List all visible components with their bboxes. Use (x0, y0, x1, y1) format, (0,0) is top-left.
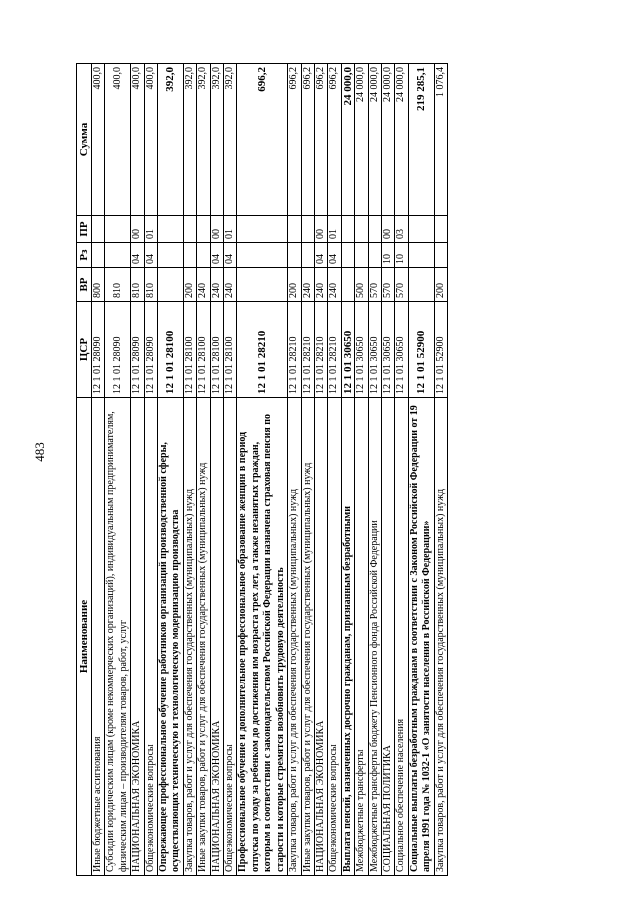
cell-name: Социальные выплаты безработным гражданам в соответствии с Законом Российской Федерации от 19 апреля 1991 года № 1032-1 «О занятости населения в Российской Федерации» (408, 398, 434, 876)
cell-vr: 500 (355, 268, 368, 302)
cell-vr: 800 (92, 268, 105, 302)
cell-name: Общеэкономические вопросы (144, 398, 157, 876)
cell-rz (183, 243, 196, 268)
cell-sum: 696,2 (237, 64, 288, 216)
cell-sum: 400,0 (105, 64, 131, 216)
header-csr: ЦСР (77, 302, 92, 398)
table-row (381, 64, 394, 876)
cell-csr: 12 1 01 30650 (355, 302, 368, 398)
table-row (434, 64, 447, 876)
cell-name: Иные закупки товаров, работ и услуг для обеспечения государственных (муниципальных) нужд (197, 398, 210, 876)
cell-name: Общеэкономические вопросы (328, 398, 341, 876)
cell-name: Общеэкономические вопросы (224, 398, 237, 876)
cell-name: Выплата пенсий, назначенных досрочно гражданам, признанным безработными (341, 398, 354, 876)
cell-csr: 12 1 01 52900 (434, 302, 447, 398)
cell-rz (288, 243, 301, 268)
cell-vr: 200 (288, 268, 301, 302)
table-row (288, 64, 301, 876)
cell-rz: 10 (381, 243, 394, 268)
cell-pr: 01 (328, 216, 341, 243)
cell-csr: 12 1 01 30650 (381, 302, 394, 398)
cell-csr: 12 1 01 28100 (224, 302, 237, 398)
table-row (341, 64, 354, 876)
cell-csr: 12 1 01 28210 (314, 302, 327, 398)
cell-sum: 696,2 (301, 64, 314, 216)
cell-sum: 392,0 (197, 64, 210, 216)
cell-rz: 04 (314, 243, 327, 268)
table-row (395, 64, 408, 876)
cell-sum: 24 000,0 (381, 64, 394, 216)
cell-vr: 810 (105, 268, 131, 302)
cell-vr: 240 (224, 268, 237, 302)
cell-sum: 392,0 (183, 64, 196, 216)
table-row (158, 64, 184, 876)
cell-sum: 24 000,0 (368, 64, 381, 216)
header-sum: Сумма (77, 64, 92, 216)
cell-csr: 12 1 01 28210 (301, 302, 314, 398)
cell-vr: 810 (144, 268, 157, 302)
cell-sum: 696,2 (328, 64, 341, 216)
rotated-table-container (76, 64, 448, 876)
cell-pr: 00 (314, 216, 327, 243)
cell-vr (341, 268, 354, 302)
cell-vr: 240 (210, 268, 223, 302)
table-row (197, 64, 210, 876)
cell-pr: 00 (131, 216, 144, 243)
cell-csr: 12 1 01 28100 (210, 302, 223, 398)
header-pr: ПР (77, 216, 92, 243)
cell-sum: 400,0 (92, 64, 105, 216)
cell-vr: 240 (328, 268, 341, 302)
cell-pr (288, 216, 301, 243)
table-row (368, 64, 381, 876)
table-row (131, 64, 144, 876)
cell-rz (434, 243, 447, 268)
cell-sum: 400,0 (144, 64, 157, 216)
cell-name: Субсидии юридическим лицам (кроме некоммерческих организаций), индивидуальным предпринимателям, физическим лицам – производителям товаров, работ, услуг (105, 398, 131, 876)
cell-name: Социальное обеспечение населения (395, 398, 408, 876)
cell-sum: 24 000,0 (341, 64, 354, 216)
cell-pr (237, 216, 288, 243)
cell-sum: 392,0 (224, 64, 237, 216)
table-row (314, 64, 327, 876)
cell-pr (355, 216, 368, 243)
cell-pr: 03 (395, 216, 408, 243)
cell-rz: 04 (144, 243, 157, 268)
cell-rz: 04 (131, 243, 144, 268)
cell-sum: 392,0 (210, 64, 223, 216)
cell-pr (434, 216, 447, 243)
cell-csr: 12 1 01 30650 (395, 302, 408, 398)
cell-sum: 219 285,1 (408, 64, 434, 216)
table-row (328, 64, 341, 876)
cell-csr: 12 1 01 52900 (408, 302, 434, 398)
cell-csr: 12 1 01 28090 (131, 302, 144, 398)
cell-vr: 570 (381, 268, 394, 302)
cell-rz (341, 243, 354, 268)
cell-vr: 200 (434, 268, 447, 302)
table-body (92, 64, 448, 876)
cell-rz (197, 243, 210, 268)
cell-rz: 04 (224, 243, 237, 268)
cell-name: Закупка товаров, работ и услуг для обеспечения государственных (муниципальных) нужд (183, 398, 196, 876)
cell-csr: 12 1 01 28090 (105, 302, 131, 398)
cell-pr (368, 216, 381, 243)
cell-pr (301, 216, 314, 243)
cell-csr: 12 1 01 30650 (341, 302, 354, 398)
table-row (408, 64, 434, 876)
cell-pr (105, 216, 131, 243)
cell-name: НАЦИОНАЛЬНАЯ ЭКОНОМИКА (210, 398, 223, 876)
header-vr: ВР (77, 268, 92, 302)
cell-pr (183, 216, 196, 243)
cell-name: Закупка товаров, работ и услуг для обеспечения государственных (муниципальных) нужд (434, 398, 447, 876)
cell-csr: 12 1 01 28100 (197, 302, 210, 398)
cell-sum: 696,2 (314, 64, 327, 216)
header-name: Наименование (77, 398, 92, 876)
cell-pr: 00 (210, 216, 223, 243)
table-row (210, 64, 223, 876)
cell-pr (408, 216, 434, 243)
cell-rz (301, 243, 314, 268)
cell-pr (197, 216, 210, 243)
cell-vr: 200 (183, 268, 196, 302)
cell-pr (158, 216, 184, 243)
cell-name: Межбюджетные трансферты (355, 398, 368, 876)
cell-rz: 04 (328, 243, 341, 268)
cell-name: НАЦИОНАЛЬНАЯ ЭКОНОМИКА (131, 398, 144, 876)
cell-name: НАЦИОНАЛЬНАЯ ЭКОНОМИКА (314, 398, 327, 876)
cell-csr: 12 1 01 28210 (237, 302, 288, 398)
table-row (224, 64, 237, 876)
cell-pr: 00 (381, 216, 394, 243)
cell-csr: 12 1 01 30650 (368, 302, 381, 398)
cell-name: Профессиональное обучение и дополнительное профессиональное образование женщин в период отпуска по уходу за ребенком до достижения им возраста трех лет, а также незанятых граждан, которым в соответствии с законодательством Российской Федерации назначена страховая пенсия по старости и которые стремятся возобновить трудовую деятельность (237, 398, 288, 876)
table-row (355, 64, 368, 876)
cell-sum: 400,0 (131, 64, 144, 216)
cell-vr: 240 (197, 268, 210, 302)
cell-rz (408, 243, 434, 268)
cell-vr: 570 (368, 268, 381, 302)
table-header-row (77, 64, 92, 876)
cell-name: Опережающее профессиональное обучение работников организаций производственной сферы, осуществляющих техническую и технологическую модернизацию производства (158, 398, 184, 876)
cell-sum: 24 000,0 (395, 64, 408, 216)
cell-vr: 240 (301, 268, 314, 302)
cell-csr: 12 1 01 28210 (328, 302, 341, 398)
table-row (183, 64, 196, 876)
cell-vr (158, 268, 184, 302)
table-row (237, 64, 288, 876)
cell-name: Межбюджетные трансферты бюджету Пенсионного фонда Российской Федерации (368, 398, 381, 876)
cell-vr: 810 (131, 268, 144, 302)
cell-vr (408, 268, 434, 302)
cell-rz (355, 243, 368, 268)
cell-pr: 01 (144, 216, 157, 243)
cell-name: Иные закупки товаров, работ и услуг для обеспечения государственных (муниципальных) нужд (301, 398, 314, 876)
cell-rz (158, 243, 184, 268)
cell-sum: 24 000,0 (355, 64, 368, 216)
cell-sum: 1 076,4 (434, 64, 447, 216)
table-row (105, 64, 131, 876)
cell-sum: 392,0 (158, 64, 184, 216)
budget-table (76, 63, 448, 876)
cell-csr: 12 1 01 28090 (92, 302, 105, 398)
table-row (144, 64, 157, 876)
cell-name: Закупка товаров, работ и услуг для обеспечения государственных (муниципальных) нужд (288, 398, 301, 876)
cell-name: СОЦИАЛЬНАЯ ПОЛИТИКА (381, 398, 394, 876)
cell-rz (368, 243, 381, 268)
cell-sum: 696,2 (288, 64, 301, 216)
cell-rz (92, 243, 105, 268)
cell-csr: 12 1 01 28210 (288, 302, 301, 398)
cell-vr: 570 (395, 268, 408, 302)
table-row (301, 64, 314, 876)
cell-rz (237, 243, 288, 268)
cell-csr: 12 1 01 28100 (158, 302, 184, 398)
cell-pr: 01 (224, 216, 237, 243)
cell-rz (105, 243, 131, 268)
cell-vr: 240 (314, 268, 327, 302)
cell-csr: 12 1 01 28090 (144, 302, 157, 398)
cell-pr (92, 216, 105, 243)
cell-csr: 12 1 01 28100 (183, 302, 196, 398)
cell-pr (341, 216, 354, 243)
cell-rz: 04 (210, 243, 223, 268)
cell-name: Иные бюджетные ассигнования (92, 398, 105, 876)
cell-rz: 10 (395, 243, 408, 268)
header-rz: Рз (77, 243, 92, 268)
table-row (92, 64, 105, 876)
cell-vr (237, 268, 288, 302)
page-number: 483 (32, 442, 47, 462)
